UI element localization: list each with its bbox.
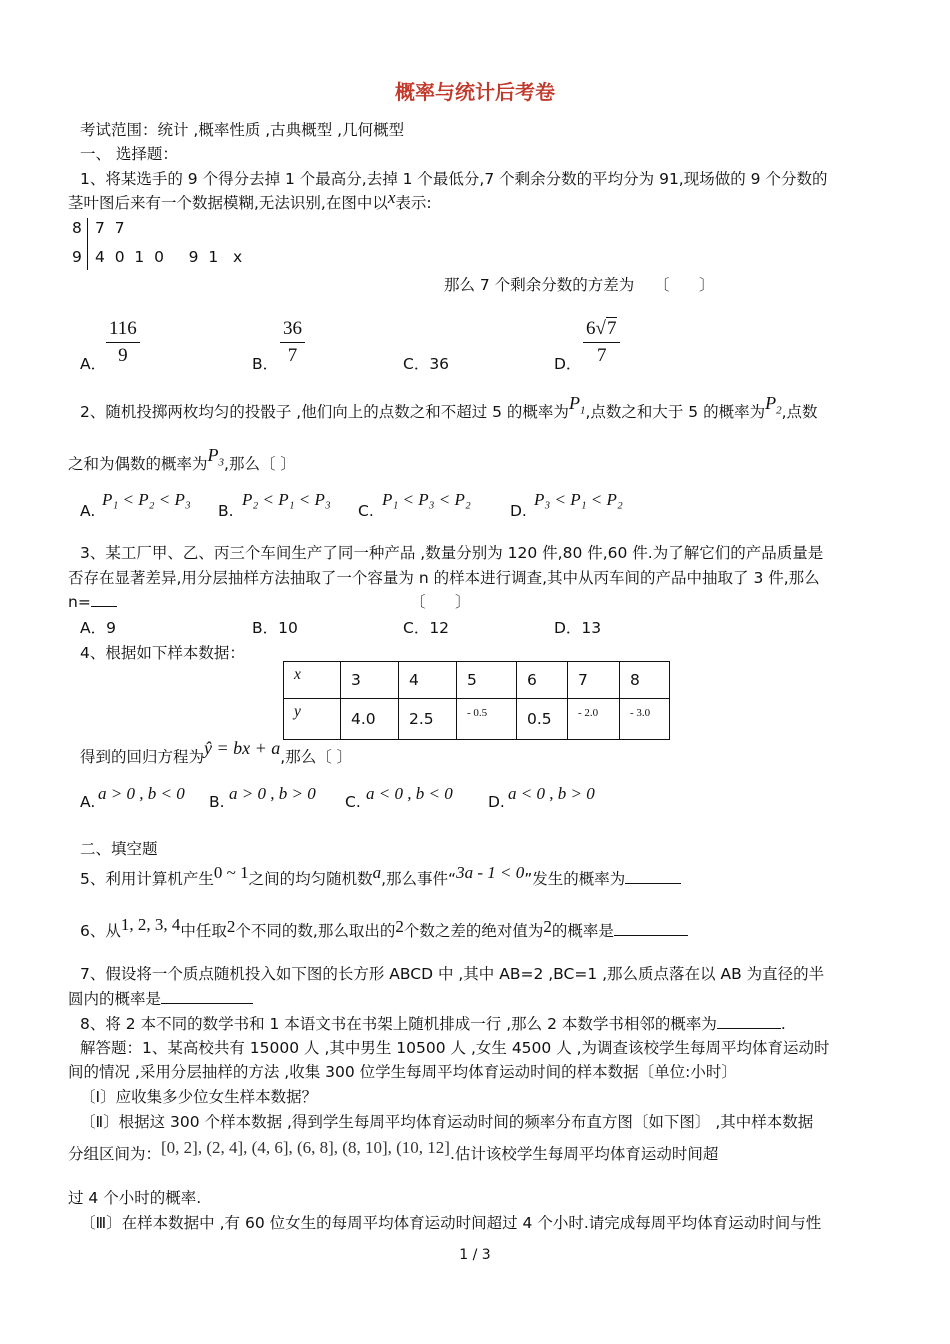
q8-text: 8、将 2 本不同的数学书和 1 本语文书在书架上随机排成一行 ,那么 2 本数学书相邻的概率为 (80, 1015, 717, 1033)
table-cell: - 0.5 (457, 699, 517, 740)
q4-line2b: ,那么〔 〕 (280, 748, 353, 766)
q2-p2-letter: P (765, 393, 777, 413)
q4-option-a-label: A. (80, 793, 96, 811)
q1-line2-text: 茎叶图后来有一个数据模糊,无法识别,在图中以 (68, 194, 388, 212)
q6-set: 1, 2, 3, 4 (120, 915, 181, 934)
q5-c: ,那么事件“ (381, 870, 457, 888)
q2-option-b: P₂ < P₁ < P₃ (242, 490, 331, 509)
table-cell: - 3.0 (620, 699, 670, 740)
q4-option-b: a > 0 , b > 0 (229, 784, 316, 803)
q4-line1: 4、根据如下样本数据： (80, 644, 245, 662)
q9-intervals: [0, 2], (2, 4], (4, 6], (6, 8], (8, 10], (10, 12] (161, 1138, 450, 1157)
q4-option-c-label: C. (345, 793, 361, 811)
q5-answer-blank (625, 869, 681, 884)
q4-option-d: a < 0 , b > 0 (508, 784, 595, 803)
q2-line2a: 之和为偶数的概率为 (68, 455, 208, 473)
q2-p1-sub: 1 (579, 404, 586, 417)
q2-option-b-label: B. (218, 502, 234, 520)
leaves-9: 4 0 1 0 9 1 x (95, 248, 243, 266)
q2-p3-sub: 3 (218, 456, 225, 469)
q3-option-a: A．9 (80, 619, 116, 637)
stem-8: 8 (72, 219, 82, 237)
q3-option-c: C．12 (403, 619, 450, 637)
q9-part2b (68, 1138, 719, 1164)
q1-option-d-denominator: 7 (596, 345, 607, 366)
table-cell: x (284, 662, 341, 699)
q4-line2 (80, 738, 353, 767)
q4-line2a: 得到的回归方程为 (80, 748, 205, 766)
q3-n-label: n= (68, 593, 91, 611)
table-cell: 2.5 (399, 699, 457, 740)
q5-range: 0 ~ 1 (213, 863, 249, 882)
table-cell: y (284, 699, 341, 740)
q8-end: . (780, 1015, 786, 1033)
q1-option-c: C．36 (403, 355, 450, 373)
q2-option-c-label: C. (358, 502, 374, 520)
q6-num-2c: 2 (543, 917, 552, 936)
q1-option-b-denominator: 7 (287, 345, 298, 366)
q6-b: 中任取 (180, 922, 227, 940)
q1-line2 (68, 188, 432, 213)
q1-ask: 那么 7 个剩余分数的方差为 〔 〕 (444, 276, 715, 294)
leaves-8: 7 7 (95, 219, 125, 237)
q9-part2c: 过 4 个小时的概率. (68, 1189, 202, 1207)
q3-line1: 3、某工厂甲、乙、丙三个车间生产了同一种产品 ,数量分别为 120 件,80 件,60 件.为了解它们的产品质量是 (80, 544, 824, 562)
table-cell: - 2.0 (568, 699, 620, 740)
q2-p3 (207, 445, 225, 469)
q1-line1: 1、将某选手的 9 个得分去掉 1 个最高分,去掉 1 个最低分,7 个剩余分数的平均分为 91,现场做的 9 个分数的 (80, 170, 828, 188)
q5-d: ”发生的概率为 (524, 870, 626, 888)
table-row-x (284, 662, 670, 699)
q2-line1c: ,点数 (781, 403, 818, 421)
q7-line2 (68, 987, 253, 1009)
table-cell: 6 (517, 662, 568, 699)
q2-line2b: ,那么〔 〕 (224, 455, 296, 473)
q1-option-d-label: D． (554, 355, 582, 373)
table-cell: 7 (568, 662, 620, 699)
page-number: 1 / 3 (459, 1247, 491, 1263)
q1-option-d-radicand: 7 (606, 318, 617, 339)
section-choice-heading: 一、 选择题： (80, 145, 178, 163)
stem-leaf-divider (87, 218, 88, 270)
q1-option-b-fraction (280, 318, 305, 367)
q6-a: 6、从 (80, 922, 121, 940)
q1-option-a-denominator: 9 (118, 345, 128, 366)
table-cell: 4.0 (341, 699, 399, 740)
q6-c: 个不同的数,那么取出的 (235, 922, 396, 940)
table-cell: 4 (399, 662, 457, 699)
q3-line2: 否存在显著差异,用分层抽样方法抽取了一个容量为 n 的样本进行调查,其中从丙车间的产品中抽取了 3 件,那么 (68, 569, 820, 587)
table-cell: 3 (341, 662, 399, 699)
q1-option-d-fraction (583, 318, 620, 367)
q2-p1 (568, 393, 586, 417)
q7-answer-blank (161, 989, 253, 1004)
q9-part3: 〔Ⅲ〕在样本数据中 ,有 60 位女生的每周平均体育运动时间超过 4 个小时.请完成每周平均体育运动时间与性 (80, 1214, 822, 1232)
q9-line2: 间的情况 ,采用分层抽样的方法 ,收集 300 位学生每周平均体育运动时间的样本数据〔单位:小时〕 (68, 1063, 737, 1081)
table-row-y (284, 699, 670, 740)
q9-part2b-pre: 分组区间为： (68, 1145, 162, 1163)
q4-option-a: a > 0 , b < 0 (98, 784, 185, 803)
q2-line1a: 2、随机投掷两枚均匀的投骰子 ,他们向上的点数之和不超过 5 的概率为 (80, 403, 569, 421)
q9-part2b-post: .估计该校学生每周平均体育运动时间超 (449, 1145, 719, 1163)
q1-option-b-numerator: 36 (280, 318, 305, 343)
q4-option-c: a < 0 , b < 0 (366, 784, 453, 803)
stem-9: 9 (72, 248, 82, 266)
q8-answer-blank (717, 1014, 781, 1029)
q2-line1b: ,点数之和大于 5 的概率为 (585, 403, 766, 421)
q1-option-b-label: B． (252, 355, 279, 373)
q7-line2-text: 圆内的概率是 (68, 990, 162, 1008)
q7-line1: 7、假设将一个质点随机投入如下图的长方形 ABCD 中 ,其中 AB=2 ,BC=1 ,那么质点落在以 AB 为直径的半 (80, 965, 825, 983)
q2-line1 (80, 393, 818, 425)
q6-d: 个数之差的绝对值为 (403, 922, 544, 940)
q1-line2-post: 表示: (395, 194, 432, 212)
q2-option-d: P₃ < P₁ < P₂ (534, 490, 623, 509)
q2-option-d-label: D. (510, 502, 527, 520)
q1-var-x: x (387, 188, 396, 207)
q6-num-2: 2 (226, 917, 236, 936)
q6-e: 的概率是 (551, 922, 614, 940)
table-cell: 0.5 (517, 699, 568, 740)
q3-option-d: D．13 (554, 619, 602, 637)
radical-icon: √ (595, 318, 606, 339)
q5-var-a: a (372, 863, 382, 882)
sample-data-table (283, 661, 670, 740)
q8-line (80, 1012, 786, 1034)
page-title: 概率与统计后考卷 (395, 80, 555, 104)
q2-p2-sub: 2 (776, 404, 782, 417)
q6-num-2b: 2 (395, 917, 404, 936)
q1-option-a-fraction (106, 318, 140, 367)
q3-paren: 〔 〕 (410, 593, 471, 611)
q9-part1: 〔Ⅰ〕应收集多少位女生样本数据？ (80, 1088, 318, 1106)
q6-answer-blank (614, 921, 688, 936)
q5-line (80, 863, 681, 889)
q2-p1-letter: P (568, 393, 580, 413)
q5-a: 5、利用计算机产生 (80, 870, 214, 888)
q2-option-a-label: A. (80, 502, 96, 520)
q2-line2 (68, 445, 296, 477)
q1-option-d-coef: 6 (586, 318, 596, 339)
q4-regression-equation: ŷ = bx + a (204, 738, 281, 758)
q1-option-a-numerator: 116 (106, 318, 140, 343)
exam-scope: 考试范围：统计 ,概率性质 ,古典概型 ,几何概型 (80, 121, 405, 139)
q4-option-b-label: B. (209, 793, 225, 811)
table-cell: 8 (620, 662, 670, 699)
q3-option-b: B．10 (252, 619, 298, 637)
q2-p3-letter: P (207, 445, 219, 465)
table-cell: 5 (457, 662, 517, 699)
q9-part2a: 〔Ⅱ〕根据这 300 个样本数据 ,得到学生每周平均体育运动时间的频率分布直方图〔如下图〕 ,其中样本数据 (80, 1113, 814, 1131)
q2-p2 (765, 393, 782, 417)
section-fill-heading: 二、填空题 (80, 840, 158, 858)
q4-option-d-label: D. (488, 793, 505, 811)
q2-option-a: P₁ < P₂ < P₃ (102, 490, 191, 509)
q6-line (80, 915, 688, 941)
q5-inequality: 3a - 1 < 0 (456, 863, 525, 882)
q5-b: 之间的均匀随机数 (248, 870, 373, 888)
q3-line3 (68, 592, 117, 611)
q3-answer-blank (91, 592, 117, 607)
q1-option-d-numerator (583, 318, 620, 343)
q2-option-c: P₁ < P₃ < P₂ (382, 490, 471, 509)
q9-line1: 解答题：1、某高校共有 15000 人 ,其中男生 10500 人 ,女生 4500 人 ,为调查该校学生每周平均体育运动时 (80, 1039, 830, 1057)
q1-option-a-label: A． (80, 355, 107, 373)
